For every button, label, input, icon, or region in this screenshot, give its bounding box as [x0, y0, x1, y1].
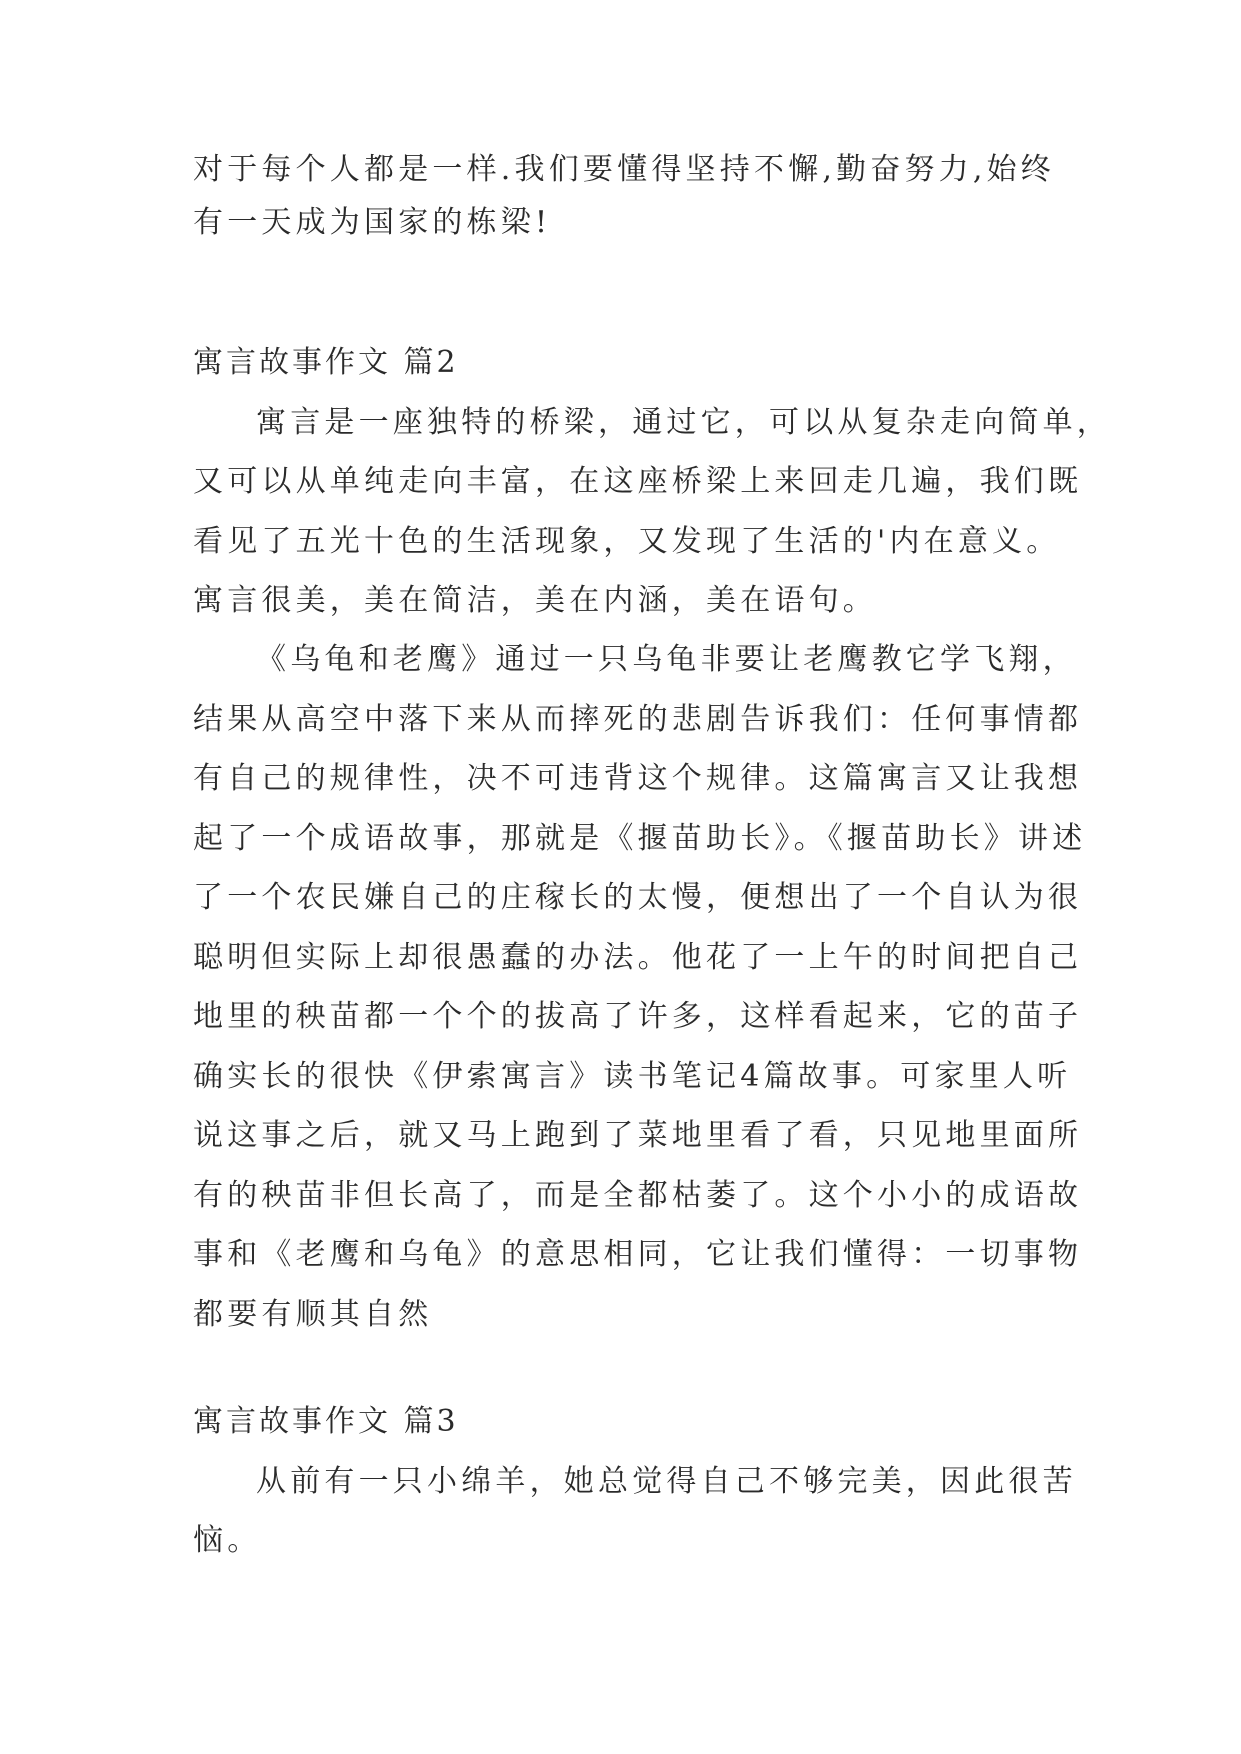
paragraph-line: 事和《老鹰和乌龟》的意思相同，它让我们懂得：一切事物: [193, 1237, 1083, 1272]
paragraph-line: 寓言是一座独特的桥梁，通过它，可以从复杂走向简单，: [256, 405, 1111, 440]
paragraph-line: 对于每个人都是一样.我们要懂得坚持不懈,勤奋努力,始终: [193, 152, 1056, 187]
paragraph-line: 有的秧苗非但长高了，而是全都枯萎了。这个小小的成语故: [193, 1178, 1083, 1213]
paragraph-line: 从前有一只小绵羊，她总觉得自己不够完美，因此很苦: [256, 1464, 1077, 1499]
paragraph-line: 恼。: [193, 1523, 262, 1558]
paragraph-line: 《乌龟和老鹰》通过一只乌龟非要让老鹰教它学飞翔，: [256, 642, 1077, 677]
paragraph-line: 结果从高空中落下来从而摔死的悲剧告诉我们：任何事情都: [193, 702, 1083, 737]
paragraph-line: 起了一个成语故事，那就是《揠苗助长》。《揠苗助长》讲述: [193, 821, 1087, 856]
paragraph-line: 了一个农民嫌自己的庄稼长的太慢，便想出了一个自认为很: [193, 880, 1083, 915]
paragraph-line: 说这事之后，就又马上跑到了菜地里看了看，只见地里面所: [193, 1118, 1083, 1153]
paragraph-line: 有一天成为国家的栋梁!: [193, 205, 552, 240]
paragraph-line: 看见了五光十色的生活现象，又发现了生活的'内在意义。: [193, 524, 1061, 559]
paragraph-line: 地里的秧苗都一个个的拔高了许多，这样看起来，它的苗子: [193, 999, 1083, 1034]
paragraph-line: 聪明但实际上却很愚蠢的办法。他花了一上午的时间把自己: [193, 940, 1083, 975]
section-heading: 寓言故事作文 篇3: [193, 1404, 459, 1439]
paragraph-line: 寓言很美，美在简洁，美在内涵，美在语句。: [193, 583, 877, 618]
paragraph-line: 确实长的很快《伊索寓言》读书笔记4篇故事。可家里人听: [193, 1059, 1072, 1094]
section-heading: 寓言故事作文 篇2: [193, 345, 459, 380]
paragraph-line: 又可以从单纯走向丰富，在这座桥梁上来回走几遍，我们既: [193, 464, 1083, 499]
paragraph-line: 有自己的规律性，决不可违背这个规律。这篇寓言又让我想: [193, 761, 1083, 796]
paragraph-line: 都要有顺其自然: [193, 1297, 433, 1332]
